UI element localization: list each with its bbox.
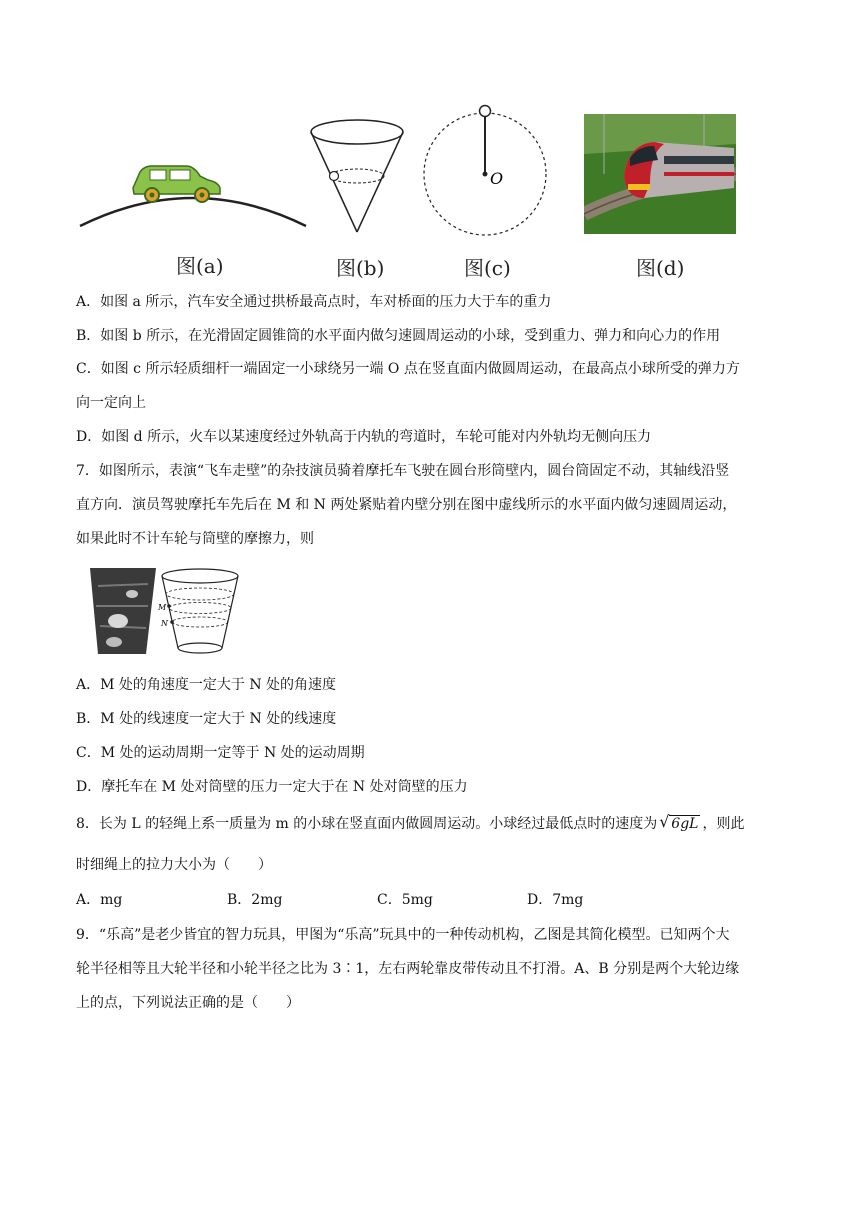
train-icon [624, 142, 734, 198]
q7-option-b: B．M 处的线速度一定大于 N 处的线速度 [76, 711, 337, 727]
q7-stem-line3: 如果此时不计车轮与筒壁的摩擦力，则 [76, 531, 314, 547]
sqrt-value: 6gL [671, 816, 699, 832]
q7-figure [88, 566, 242, 658]
q8-options [76, 890, 788, 910]
q8-stem-part1: 8．长为 L 的轻绳上系一质量为 m 的小球在竖直面内做圆周运动。小球经过最低点时的速度为 [76, 816, 658, 832]
ball-icon [330, 172, 339, 181]
figure-b-cone [305, 118, 409, 236]
figure-c-caption: 图(c) [464, 256, 511, 280]
q6-option-c-line2: 向一定向上 [76, 395, 146, 411]
ball-icon [480, 106, 491, 117]
q8-stem-line1 [76, 814, 788, 834]
q6-option-b: B．如图 b 所示，在光滑固定圆锥筒的水平面内做匀速圆周运动的小球，受到重力、弹力和向心力的作用 [76, 328, 721, 344]
q6-option-d: D．如图 d 所示，火车以某速度经过外轨高于内轨的弯道时，车轮可能对内外轨均无侧向压力 [76, 429, 652, 445]
q6-option-c-line1: C．如图 c 所示轻质细杆一端固定一小球绕另一端 O 点在竖直面内做圆周运动，在最高点小球所受的弹力方 [76, 361, 740, 377]
q8-option-d: D．7mg [527, 892, 584, 908]
q7-stem-line1: 7．如图所示，表演“飞车走壁”的杂技演员骑着摩托车飞驶在圆台形筒壁内，圆台筒固定不动，其轴线沿竖 [76, 463, 730, 479]
q8-stem-part2: ，则此 [702, 816, 745, 832]
q7-option-a: A．M 处的角速度一定大于 N 处的角速度 [76, 677, 337, 693]
q7-stem-line2: 直方向．演员驾驶摩托车先后在 M 和 N 两处紧贴着内壁分别在图中虚线所示的水平面内做匀速圆周运动， [76, 497, 737, 513]
cone-frustum-diagram [157, 569, 238, 653]
q8-option-b: B．2mg [227, 892, 283, 908]
pivot-point [483, 172, 488, 177]
figure-a-caption: 图(a) [176, 254, 224, 278]
q7-option-c: C．M 处的运动周期一定等于 N 处的运动周期 [76, 745, 365, 761]
figure-d-train-photo [584, 114, 736, 234]
sqrt-expression: √ 6gL [659, 812, 699, 832]
q9-stem-line3: 上的点，下列说法正确的是（ ） [76, 995, 300, 1011]
svg-text:N: N [161, 619, 168, 628]
q6-option-a: A．如图 a 所示，汽车安全通过拱桥最高点时，车对桥面的压力大于车的重力 [76, 294, 552, 310]
q9-stem-line2: 轮半径相等且大轮半径和小轮半径之比为 3∶1，左右两轮靠皮带传动且不打滑。A、B 分别是两个大轮边缘 [76, 961, 740, 977]
figure-a-car-on-bridge [78, 150, 308, 230]
q8-stem-line2: 时细绳上的拉力大小为（ ） [76, 857, 272, 873]
q8-option-a: A．mg [76, 892, 123, 908]
q8-option-c: C．5mg [377, 892, 433, 908]
svg-text:M: M [158, 603, 167, 612]
q9-stem-line1: 9．“乐高”是老少皆宜的智力玩具，甲图为“乐高”玩具中的一种传动机构，乙图是其简化模型。已知两个大 [76, 927, 730, 943]
pivot-label: O [490, 169, 504, 188]
q7-option-d: D．摩托车在 M 处对筒壁的压力一定大于在 N 处对筒壁的压力 [76, 779, 468, 795]
motorcycle-wall-photo [90, 568, 156, 654]
figure-c-rod-circle [420, 102, 550, 236]
figure-d-caption: 图(d) [636, 256, 685, 280]
car-icon [133, 166, 220, 202]
figure-b-caption: 图(b) [336, 256, 385, 280]
